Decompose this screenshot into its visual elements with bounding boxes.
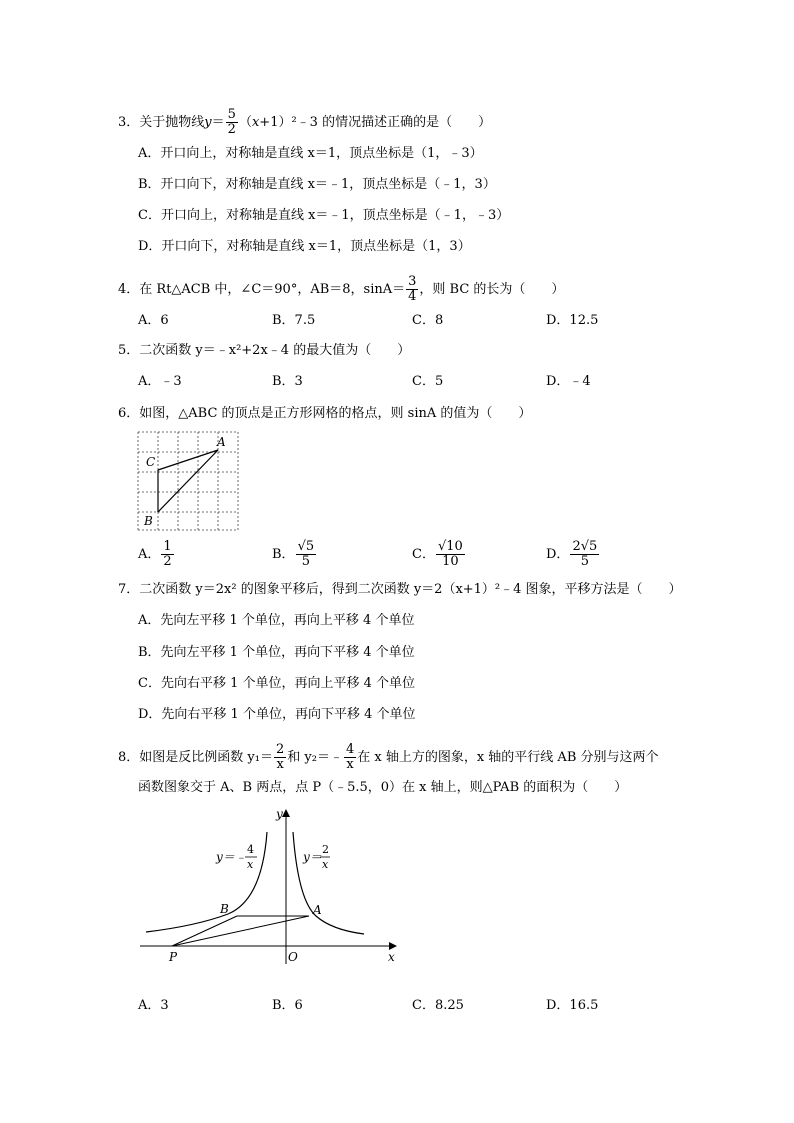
q7-option-b: B．先向左平移 1 个单位，再向下平移 4 个单位 (138, 645, 415, 660)
q8-segment-pb (172, 916, 237, 946)
q6-option-a: A． $\frac{1}{2}$ (138, 539, 172, 569)
q8-option-a: A．3 (138, 998, 169, 1013)
q7-option-a: A．先向左平移 1 个单位，再向上平移 4 个单位 (138, 613, 415, 628)
q5-stem: 5．二次函数 y＝﹣x²+2x﹣4 的最大值为（ ） (118, 343, 411, 358)
q5-option-c: C．5 (412, 374, 444, 389)
q8-option-b: B．6 (272, 998, 303, 1013)
q3-fraction: $\frac{5}{2}$ (227, 107, 236, 137)
q8-segment-pa (172, 916, 309, 946)
q5-option-b: B．3 (272, 374, 303, 389)
q6-option-b: B． $\frac{√5}{5}$ (272, 539, 315, 569)
q6-label-a: A (217, 435, 226, 449)
q8-option-c: C．8.25 (412, 998, 464, 1013)
q8-stem-line2: 函数图象交于 A、B 两点，点 P（﹣5.5，0）在 x 轴上，则△PAB 的面积为（ ） (138, 780, 628, 795)
q3-option-c: C．开口向上，对称轴是直线 x＝﹣1，顶点坐标是（﹣1，﹣3） (138, 208, 510, 223)
q8-label-a: A (313, 903, 322, 917)
q6-option-c: C． $\frac{√10}{10}$ (412, 539, 463, 569)
q3-option-a: A．开口向上，对称轴是直线 x＝1，顶点坐标是（1，﹣3） (138, 146, 483, 161)
q8-option-d: D．16.5 (546, 998, 599, 1013)
q5-option-d: D．﹣4 (546, 374, 591, 389)
q8-label-p: P (169, 950, 178, 964)
q4-option-c: C．8 (412, 313, 444, 328)
q3-option-d: D．开口向下，对称轴是直线 x＝1，顶点坐标是（1，3） (138, 239, 471, 254)
q7-stem: 7．二次函数 y＝2x² 的图象平移后，得到二次函数 y＝2（x+1）²﹣4 图象，平移方法是（ ） (118, 582, 682, 597)
q8-label-right-den: x (322, 858, 329, 871)
q6-option-d: D． $\frac{2√5}{5}$ (546, 539, 598, 569)
q8-graph-figure (136, 804, 406, 970)
q4-option-d: D．12.5 (546, 313, 599, 328)
q4-option-b: B．7.5 (272, 313, 316, 328)
q5-option-a: A．﹣3 (138, 374, 182, 389)
q8-label-b: B (220, 902, 229, 916)
q4-stem: 4．在 Rt△ACB 中，∠C＝90°，AB＝8，sinA＝ $\frac{3}{4}$ ，则 BC 的长为（ ） (118, 274, 565, 304)
q3-stem: 3．关于抛物线y＝ $\frac{5}{2}$ （x+1）²﹣3 的情况描述正确的是（ ） (118, 107, 492, 137)
q6-stem: 6．如图，△ABC 的顶点是正方形网格的格点，则 sinA 的值为（ ） (118, 406, 532, 421)
q8-label-right-num: 2 (322, 843, 329, 856)
q6-label-b: B (144, 514, 153, 528)
q8-label-right-fn: y＝ (303, 850, 322, 864)
q8-label-y: y (276, 807, 283, 821)
q8-label-left-num: 4 (247, 843, 254, 856)
q8-label-origin: O (288, 950, 298, 964)
q8-label-left-fn: y＝﹣ (216, 850, 247, 864)
q8-label-x: x (388, 950, 395, 964)
q4-option-a: A．6 (138, 313, 169, 328)
q6-grid-figure (130, 426, 245, 536)
q8-label-left-den: x (247, 858, 254, 871)
q8-stem-line1: 8．如图是反比例函数 y₁＝ $\frac{2}{x}$ 和 y₂＝﹣ $\frac{4}{x}$ 在 x 轴上方的图象，x 轴的平行线 AB 分别与这两个 (118, 742, 659, 772)
q4-fraction: $\frac{3}{4}$ (408, 274, 417, 304)
q3-option-b: B．开口向下，对称轴是直线 x＝﹣1，顶点坐标是（﹣1，3） (138, 177, 496, 192)
q7-option-c: C．先向右平移 1 个单位，再向上平移 4 个单位 (138, 676, 416, 691)
q7-option-d: D．先向右平移 1 个单位，再向下平移 4 个单位 (138, 707, 416, 722)
q6-label-c: C (146, 455, 156, 469)
q6-triangle (158, 450, 218, 512)
